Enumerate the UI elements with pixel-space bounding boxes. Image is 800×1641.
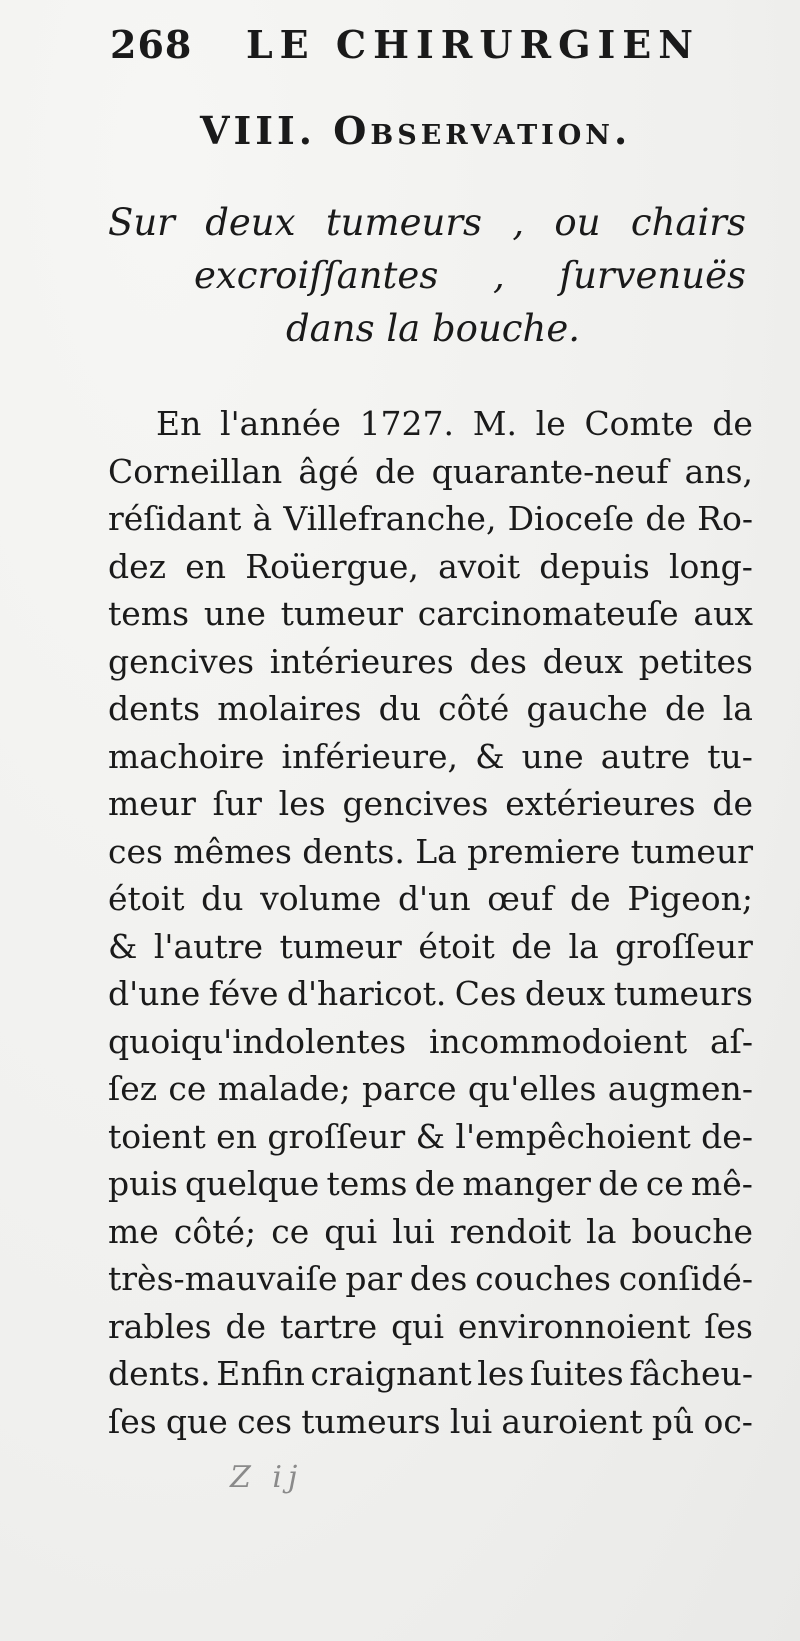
text-line	[108, 970, 753, 1018]
word: augmen-	[607, 1069, 753, 1108]
word: de	[645, 499, 686, 538]
text-line	[108, 1208, 753, 1256]
word: inférieure,	[281, 736, 458, 776]
word: très-mauvaiſe	[108, 1259, 338, 1298]
word: que	[165, 1401, 228, 1441]
signature-mark: Z ij	[230, 1460, 304, 1495]
word: ces	[237, 1401, 293, 1441]
word: La	[415, 831, 457, 871]
word: qui	[391, 1306, 444, 1346]
subtitle-word: ,	[512, 201, 525, 244]
text-line	[108, 1160, 753, 1208]
text-line	[108, 780, 753, 828]
word: craignant	[310, 1354, 472, 1393]
word: par	[345, 1259, 402, 1298]
word: ſez	[108, 1069, 158, 1108]
observation-subtitle	[108, 196, 748, 355]
word: mê-	[690, 1164, 753, 1203]
word: Roüergue,	[245, 546, 419, 586]
word: les	[477, 1354, 525, 1393]
text-line	[108, 685, 753, 733]
word: 1727.	[359, 404, 455, 443]
text-line	[108, 448, 753, 496]
word: d'un	[397, 879, 471, 918]
word: parce	[361, 1069, 457, 1108]
word: du	[201, 879, 244, 918]
word: autre	[600, 736, 691, 776]
word: extérieures	[505, 784, 696, 823]
word: ſur	[212, 784, 262, 823]
word: ce	[168, 1069, 207, 1108]
word: Ro-	[697, 499, 753, 538]
word: ces	[108, 831, 163, 871]
word: Villefranche,	[283, 499, 497, 538]
text-line	[108, 923, 753, 971]
word: me	[108, 1211, 159, 1251]
word: En	[156, 404, 202, 443]
observation-title: VIII. Observation.	[200, 108, 632, 153]
word: tumeurs	[301, 1401, 441, 1441]
word: intérieures	[269, 641, 454, 681]
word: qui	[324, 1211, 378, 1251]
word: dents.	[302, 831, 405, 871]
word: aux	[693, 594, 753, 633]
word: Corneillan	[108, 451, 283, 491]
word: dents	[108, 689, 201, 728]
word: d'une	[108, 974, 201, 1013]
text-line	[108, 875, 753, 923]
word: tumeur	[280, 594, 404, 633]
word: Enfin	[216, 1354, 305, 1393]
word: côté	[438, 689, 510, 728]
word: dez	[108, 546, 167, 586]
word: tu-	[707, 736, 753, 776]
word: l'année	[220, 404, 341, 443]
word: de	[414, 1164, 456, 1203]
word: de-	[701, 1116, 753, 1156]
subtitle-word: deux	[205, 201, 296, 244]
subtitle-line-2	[194, 249, 746, 302]
subtitle-word: chairs	[630, 201, 746, 244]
text-line	[108, 400, 753, 448]
word: rendoit	[449, 1211, 572, 1251]
word: groſſeur	[615, 926, 753, 966]
word: dents.	[108, 1354, 211, 1393]
word: meur	[108, 784, 196, 823]
word: de	[570, 879, 611, 918]
word: carcinomateuſe	[417, 594, 679, 633]
word: avoit	[438, 546, 521, 586]
word: lui	[449, 1401, 493, 1441]
word: deux	[524, 974, 606, 1013]
word: tems	[326, 1164, 408, 1203]
word: féve	[208, 974, 279, 1013]
word: une	[521, 736, 584, 776]
word: de	[712, 784, 753, 823]
text-line	[108, 1065, 753, 1113]
word: molaires	[217, 689, 362, 728]
word: tartre	[279, 1306, 378, 1346]
word: l'autre	[153, 926, 263, 966]
word: ce	[645, 1164, 684, 1203]
word: gencives	[342, 784, 489, 823]
word: &	[108, 926, 138, 966]
word: qu'elles	[467, 1069, 597, 1108]
word: gauche	[526, 689, 648, 728]
word: ſes	[108, 1401, 157, 1441]
word: des	[469, 641, 527, 681]
word: tems	[108, 594, 190, 633]
text-line	[108, 1398, 753, 1446]
text-line	[108, 495, 753, 543]
word: incommodoient	[428, 1021, 688, 1061]
subtitle-word: Sur	[108, 201, 175, 244]
word: mêmes	[173, 831, 292, 871]
word: manger	[462, 1164, 591, 1203]
subtitle-word: ou	[554, 201, 601, 244]
subtitle-word: ſurvenuës	[559, 254, 746, 297]
word: la	[586, 1211, 617, 1251]
word: volume	[260, 879, 382, 918]
word: Dioceſe	[507, 499, 635, 538]
text-line	[108, 828, 753, 876]
word: de	[598, 1164, 639, 1203]
word: puis	[108, 1164, 178, 1203]
word: oc-	[703, 1401, 753, 1441]
word: conſidé-	[618, 1259, 753, 1298]
word: rables	[108, 1306, 212, 1346]
word: le	[535, 404, 566, 443]
word: quarante-neuf	[431, 451, 669, 491]
word: tumeurs	[613, 974, 753, 1013]
word: pû	[651, 1401, 695, 1441]
running-title: LE CHIRURGIEN	[245, 22, 700, 67]
word: malade;	[217, 1069, 351, 1108]
subtitle-line-3: dans la bouche.	[286, 307, 580, 350]
word: de	[225, 1306, 267, 1346]
text-line	[108, 1350, 753, 1398]
word: ſuites	[529, 1354, 624, 1393]
text-line	[108, 1113, 753, 1161]
word: les	[278, 784, 326, 823]
word: d'haricot.	[286, 974, 447, 1013]
word: Pigeon;	[627, 879, 753, 918]
word: environnoient	[457, 1306, 691, 1346]
word: couches	[475, 1259, 611, 1298]
word: œuf	[487, 879, 554, 918]
word: tumeur	[279, 926, 402, 966]
word: quoiqu'indolentes	[108, 1021, 407, 1061]
word: de	[374, 451, 416, 491]
word: en	[185, 546, 227, 586]
word: depuis	[539, 546, 650, 586]
word: de	[712, 404, 753, 443]
text-line	[108, 1255, 753, 1303]
word: M.	[472, 404, 517, 443]
word: lui	[392, 1211, 435, 1251]
word: la	[568, 926, 599, 966]
word: ans,	[684, 451, 753, 491]
word: auroient	[501, 1401, 643, 1441]
subtitle-word: excroiſſantes	[194, 254, 439, 297]
word: Comte	[584, 404, 694, 443]
word: du	[378, 689, 421, 728]
word: réſidant	[108, 499, 242, 538]
text-line	[108, 1303, 753, 1351]
word: long-	[669, 546, 753, 586]
text-line	[108, 638, 753, 686]
word: &	[415, 1116, 445, 1156]
word: quelque	[184, 1164, 320, 1203]
word: machoire	[108, 736, 265, 776]
word: deux	[542, 641, 624, 681]
word: gencives	[108, 641, 255, 681]
word: une	[203, 594, 266, 633]
word: des	[409, 1259, 468, 1298]
word: étoit	[418, 926, 495, 966]
word: la	[722, 689, 753, 728]
word: toient	[108, 1116, 206, 1156]
word: ce	[271, 1211, 310, 1251]
word: tumeur	[630, 831, 753, 871]
word: de	[511, 926, 552, 966]
word: petites	[638, 641, 753, 681]
page-number: 268	[110, 22, 193, 67]
word: bouche	[631, 1211, 753, 1251]
word: côté;	[173, 1211, 257, 1251]
subtitle-line-1	[108, 196, 746, 249]
word: l'empêchoient	[455, 1116, 691, 1156]
word: aſ-	[709, 1021, 753, 1061]
text-line	[108, 543, 753, 591]
text-line	[108, 1018, 753, 1066]
body-text	[108, 400, 753, 1445]
word: de	[664, 689, 706, 728]
word: âgé	[298, 451, 359, 491]
word: étoit	[108, 879, 185, 918]
subtitle-word: ,	[492, 254, 505, 297]
subtitle-word: tumeurs	[325, 201, 482, 244]
page-header	[110, 22, 700, 72]
word: fâcheu-	[629, 1354, 753, 1393]
text-line	[108, 590, 753, 638]
word: en	[216, 1116, 257, 1156]
word: premiere	[467, 831, 621, 871]
word: groſſeur	[267, 1116, 406, 1156]
word: Ces	[454, 974, 517, 1013]
word: &	[475, 736, 505, 776]
word: à	[252, 499, 273, 538]
text-line	[108, 733, 753, 781]
word: ſes	[704, 1306, 753, 1346]
